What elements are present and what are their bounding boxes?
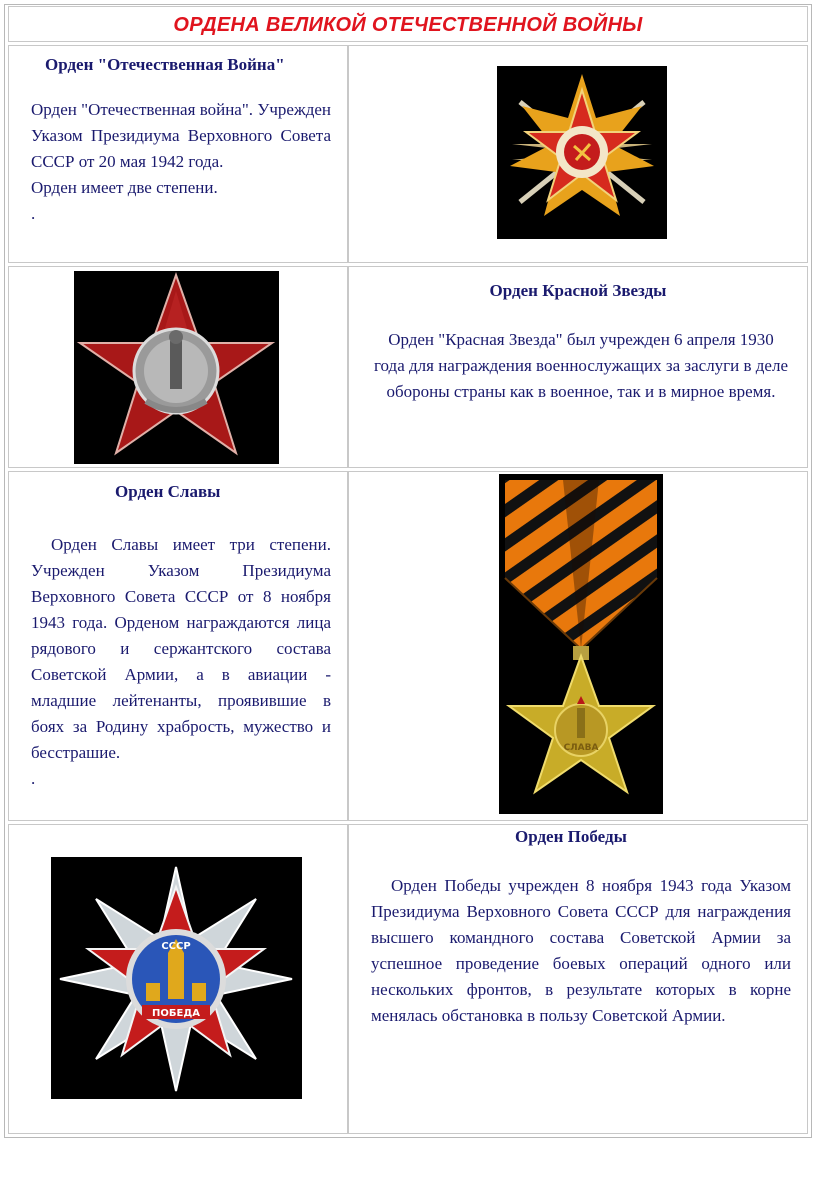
order-3-image-cell: [348, 471, 808, 821]
order-4-paragraph: Орден Победы учрежден 8 ноября 1943 года Указом Президиума Верховного Совета СССР для награждения высшего командного состава Советской Армии за успешное проведение боевых операций одного или нескольких фронтов, в результате которых в корне менялась обстановка в пользу Советской Армии.: [371, 876, 791, 1025]
order-1-dot: .: [31, 204, 36, 223]
glory-medal-text: СЛАВА: [563, 743, 599, 753]
red-star-order-image: [74, 271, 279, 464]
order-1-paragraph: Орден "Отечественная война". Учрежден Указом Президиума Верховного Совета СССР от 20 мая 1942 года.: [31, 100, 331, 171]
victory-medal-bottom-text: ПОБЕДА: [152, 1008, 200, 1019]
page-title: ОРДЕНА ВЕЛИКОЙ ОТЕЧЕСТВЕННОЙ ВОЙНЫ: [173, 14, 643, 36]
order-1-degrees: Орден имеет две степени.: [31, 178, 218, 197]
order-4-heading: Орден Победы: [515, 827, 627, 846]
victory-order-icon: [51, 857, 302, 1099]
order-1-text-cell: [8, 45, 348, 263]
order-3-heading: Орден Славы: [115, 482, 221, 501]
victory-order-image: [51, 857, 302, 1099]
glory-order-image: [499, 474, 663, 814]
order-2-paragraph: Орден "Красная Звезда" был учрежден 6 апреля 1930 года для награждения военнослужащих за заслуги в деле обороны страны как в военное, так и в мирное время.: [373, 330, 788, 401]
order-4-image-cell: [8, 824, 348, 1134]
order-2-text-cell: [348, 266, 808, 468]
order-2-image-cell: [8, 266, 348, 468]
glory-order-icon: [499, 474, 663, 814]
patriotic-war-order-icon: [497, 66, 667, 239]
order-3-paragraph: Орден Славы имеет три степени. Учрежден Указом Президиума Верховного Совета СССР от 8 ноября 1943 года. Орденом награждаются лица рядового и сержантского состава Советской Армии, а в авиации - младшие лейтенанты, проявившие в боях за Родину храбрость, мужество и бесстрашие.: [31, 535, 331, 762]
victory-medal-top-text: СССР: [161, 941, 191, 952]
title-cell: [8, 6, 808, 42]
order-4-text-cell: [348, 824, 808, 1134]
order-3-text-cell: [8, 471, 348, 821]
patriotic-war-order-image: [497, 66, 667, 239]
order-1-heading: Орден "Отечественная Война": [45, 55, 285, 74]
order-3-dot: .: [31, 769, 36, 788]
order-1-image-cell: [348, 45, 808, 263]
red-star-order-icon: [74, 271, 279, 464]
order-2-heading: Орден Красной Звезды: [489, 281, 667, 300]
